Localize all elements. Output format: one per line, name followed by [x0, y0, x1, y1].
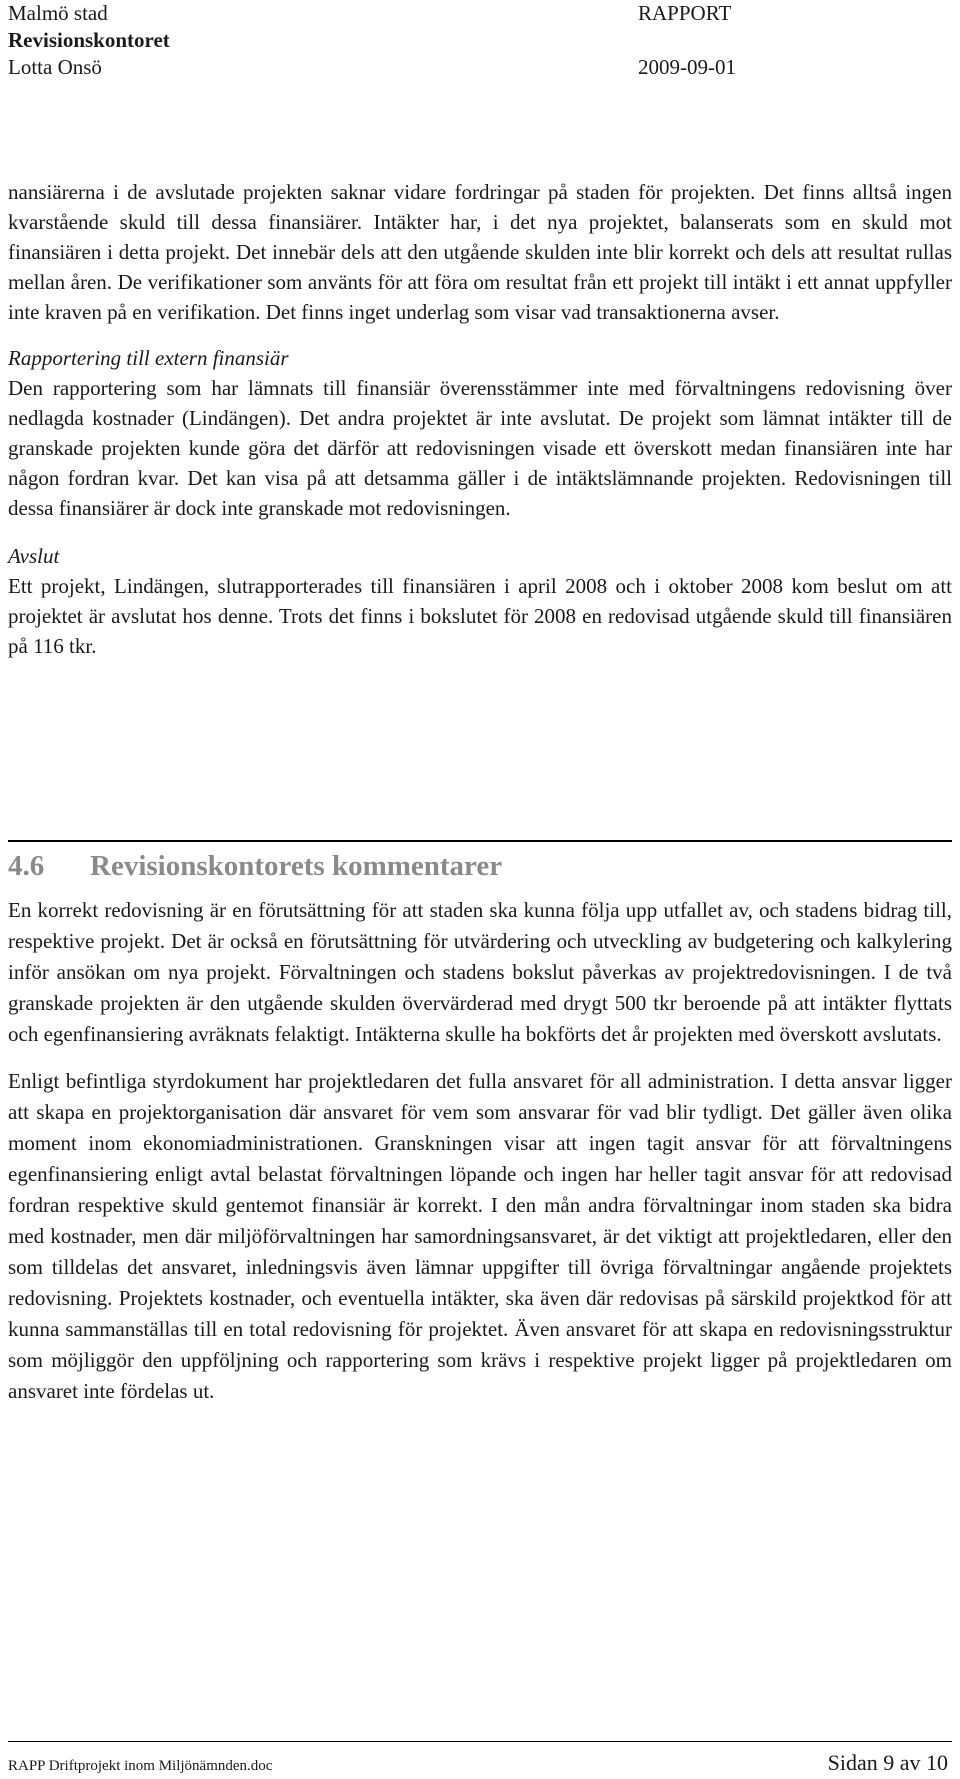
header-department: Revisionskontoret [8, 28, 170, 52]
header-date: 2009-09-01 [638, 55, 736, 79]
header-org: Malmö stad [8, 1, 108, 25]
paragraph-external-reporting: Den rapportering som har lämnats till finansiär överensstämmer inte med förvaltningens redovisning över nedlagda kostnader (Lindängen). Det andra projektet är inte avslutat. De projekt som lämnat intäkter till de granskade projekten kunde göra det därför att redovisningen visade ett överskott medan finansiären inte har någon fordran kvar. Det kan visa på att detsamma gäller i de intäktslämnande projekten. Redovisningen till dessa finansiärer är dock inte granskade mot redovisningen. [8, 376, 952, 520]
footer-filename: RAPP Driftprojekt inom Miljönämnden.doc [8, 1758, 273, 1774]
header-author: Lotta Onsö [8, 55, 102, 79]
page-header [8, 0, 952, 81]
body-text-section [8, 895, 952, 1407]
paragraph-financiers: nansiärerna i de avslutade projekten saknar vidare fordringar på staden för projekten. Det finns alltså ingen kvarstående skuld till dessa finansiärer. Intäkter har, i det nya projektet, balanserats som en skuld mot finansiären i detta projekt. Det innebär dels att den utgående skulden inte blir korrekt och dels att resultat rullas mellan åren. De verifikationer som använts för att föra om resultat från ett projekt till intäkt i ett annat uppfyller inte kraven på en verifikation. Det finns inget underlag som visar vad transaktionerna avser. [8, 180, 952, 324]
paragraph-closing: Ett projekt, Lindängen, slutrapporterades till finansiären i april 2008 och i oktober 2008 kom beslut om att projektet är avslutat hos denne. Trots det finns i bokslutet för 2008 en redovisad utgående skuld till finansiären på 116 tkr. [8, 574, 952, 658]
header-doc-type: RAPPORT [638, 1, 732, 25]
paragraph-steering-documents: Enligt befintliga styrdokument har projektledaren det fulla ansvaret för all administration. I detta ansvar ligger att skapa en projektorganisation där ansvaret för vem som ansvarar för vad blir tydligt. Det gäller även olika moment inom ekonomiadministrationen. Granskningen visar att ingen tagit ansvar för att förvaltningens egenfinansiering enligt avtal belastat förvaltningen löpande och ingen har heller tagit ansvar för att redovisad fordran respektive skuld gentemot finansiär är korrekt. I den mån andra förvaltningar inom staden ska bidra med kostnader, men där miljöförvaltningen har samordningsansvaret, är det viktigt att projektledaren, eller den som tilldelas det ansvaret, inledningsvis även lämnar uppgifter till övriga förvaltningar angående projektets redovisning. Projektets kostnader, och eventuella intäkter, ska även där redovisas på särskild projektkod för att kunna sammanställas till en total redovisning för projektet. Även ansvaret för att skapa en redovisningsstruktur som möjliggör den uppföljning och rapportering som krävs i respektive projekt ligger på projektledaren om ansvaret inte fördelas ut. [8, 1069, 952, 1403]
section-title: Revisionskontorets kommentarer [90, 850, 503, 882]
section-heading [8, 840, 952, 886]
paragraph-correct-accounting: En korrekt redovisning är en förutsättning för att staden ska kunna följa upp utfallet av, och stadens bidrag till, respektive projekt. Det är också en förutsättning för utvärdering och utveckling av budgetering och kalkylering inför ansökan om nya projekt. Förvaltningen och stadens bokslut påverkas av projektredovisningen. I de två granskade projekten är den utgående skulden övervärderad med drygt 500 tkr beroende på att intäkter flyttats och egenfinansiering avräknats felaktigt. Intäkterna skulle ha bokförts det år projekten med överskott avslutats. [8, 898, 952, 1046]
subheading-closing: Avslut [8, 544, 60, 568]
page-footer [8, 1741, 952, 1778]
subheading-external-reporting: Rapportering till extern finansiär [8, 346, 289, 370]
footer-page-number: Sidan 9 av 10 [827, 1750, 948, 1775]
body-text-top [8, 177, 952, 661]
section-number: 4.6 [8, 850, 45, 882]
